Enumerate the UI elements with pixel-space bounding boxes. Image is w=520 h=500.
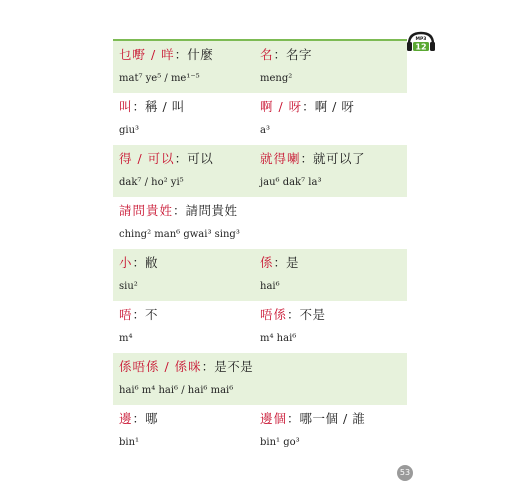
vocab-row bbox=[113, 249, 407, 301]
vocab-row bbox=[113, 353, 407, 405]
mandarin-gloss: 就可以了 bbox=[313, 151, 366, 166]
jyutping: bin¹ go³ bbox=[260, 437, 300, 448]
mandarin-gloss: 是不是 bbox=[214, 359, 254, 374]
vocab-entry: 小：敝 siu² bbox=[119, 255, 159, 292]
cantonese-word: 就得喇 bbox=[260, 151, 301, 166]
cantonese-word: 邊 bbox=[119, 411, 133, 426]
cantonese-word: 叫 bbox=[119, 99, 133, 114]
jyutping: m⁴ hai⁶ bbox=[260, 333, 297, 344]
jyutping: meng² bbox=[260, 73, 293, 84]
page-number: 53 bbox=[397, 465, 413, 481]
mandarin-gloss: 請問貴姓 bbox=[185, 203, 238, 218]
jyutping: a³ bbox=[260, 125, 270, 136]
mandarin-gloss: 是 bbox=[286, 255, 300, 270]
mandarin-gloss: 敝 bbox=[145, 255, 159, 270]
vocab-row bbox=[113, 145, 407, 197]
jyutping: jau⁶ dak⁷ la³ bbox=[260, 177, 322, 188]
mandarin-gloss: 稱 / 叫 bbox=[145, 99, 185, 114]
cantonese-word: 小 bbox=[119, 255, 133, 270]
mandarin-gloss: 哪 bbox=[145, 411, 159, 426]
vocab-entry: 係唔係 / 係咪：是不是 hai⁶ m⁴ hai⁶ / hai⁶ mai⁶ bbox=[119, 359, 254, 396]
cantonese-word: 名 bbox=[260, 47, 274, 62]
cantonese-word: 得 / 可以 bbox=[119, 151, 175, 166]
vocab-entry: 唔係：不是 m⁴ hai⁶ bbox=[260, 307, 326, 344]
vocab-entry: 請問貴姓：請問貴姓 ching² man⁶ gwai³ sing³ bbox=[119, 203, 240, 240]
mandarin-gloss: 什麼 bbox=[187, 47, 214, 62]
jyutping: giu³ bbox=[119, 125, 140, 136]
vocab-row bbox=[113, 197, 407, 249]
vocabulary-table bbox=[113, 41, 407, 457]
vocab-entry: 就得喇：就可以了 jau⁶ dak⁷ la³ bbox=[260, 151, 366, 188]
track-number: 12 bbox=[415, 42, 427, 52]
vocab-entry: 啊 / 呀：啊 / 呀 a³ bbox=[260, 99, 355, 136]
jyutping: mat⁷ ye⁵ / me¹⁻⁵ bbox=[119, 73, 200, 84]
mandarin-gloss: 不是 bbox=[299, 307, 326, 322]
cantonese-word: 請問貴姓 bbox=[119, 203, 174, 218]
vocab-row bbox=[113, 301, 407, 353]
mandarin-gloss: 可以 bbox=[187, 151, 214, 166]
vocab-entry: 名：名字 meng² bbox=[260, 47, 313, 84]
mandarin-gloss: 不 bbox=[145, 307, 159, 322]
mandarin-gloss: 名字 bbox=[286, 47, 313, 62]
mandarin-gloss: 啊 / 呀 bbox=[314, 99, 355, 114]
vocab-entry: 邊個：哪一個 / 誰 bin¹ go³ bbox=[260, 411, 366, 448]
cantonese-word: 唔係 bbox=[260, 307, 288, 322]
cantonese-word: 係唔係 / 係咪 bbox=[119, 359, 202, 374]
jyutping: siu² bbox=[119, 281, 138, 292]
vocab-entry: 邊：哪 bin¹ bbox=[119, 411, 159, 448]
jyutping: bin¹ bbox=[119, 437, 140, 448]
vocab-row bbox=[113, 93, 407, 145]
vocab-entry: 係：是 hai⁶ bbox=[260, 255, 300, 292]
jyutping: m⁴ bbox=[119, 333, 133, 344]
vocab-entry: 得 / 可以：可以 dak⁷ / ho² yi⁵ bbox=[119, 151, 214, 188]
cantonese-word: 係 bbox=[260, 255, 274, 270]
cantonese-word: 唔 bbox=[119, 307, 133, 322]
mp3-label: MP3 bbox=[415, 37, 427, 42]
vocab-row bbox=[113, 405, 407, 457]
jyutping: hai⁶ bbox=[260, 281, 280, 292]
vocab-entry: 乜嘢 / 咩：什麼 mat⁷ ye⁵ / me¹⁻⁵ bbox=[119, 47, 214, 84]
jyutping: dak⁷ / ho² yi⁵ bbox=[119, 177, 184, 188]
jyutping: hai⁶ m⁴ hai⁶ / hai⁶ mai⁶ bbox=[119, 385, 234, 396]
cantonese-word: 邊個 bbox=[260, 411, 288, 426]
vocab-entry: 唔：不 m⁴ bbox=[119, 307, 159, 344]
vocab-entry: 叫：稱 / 叫 giu³ bbox=[119, 99, 185, 136]
vocab-row bbox=[113, 41, 407, 93]
cantonese-word: 啊 / 呀 bbox=[260, 99, 303, 114]
mandarin-gloss: 哪一個 / 誰 bbox=[299, 411, 366, 426]
jyutping: ching² man⁶ gwai³ sing³ bbox=[119, 229, 240, 240]
mp3-track-icon bbox=[406, 30, 436, 52]
cantonese-word: 乜嘢 / 咩 bbox=[119, 47, 175, 62]
